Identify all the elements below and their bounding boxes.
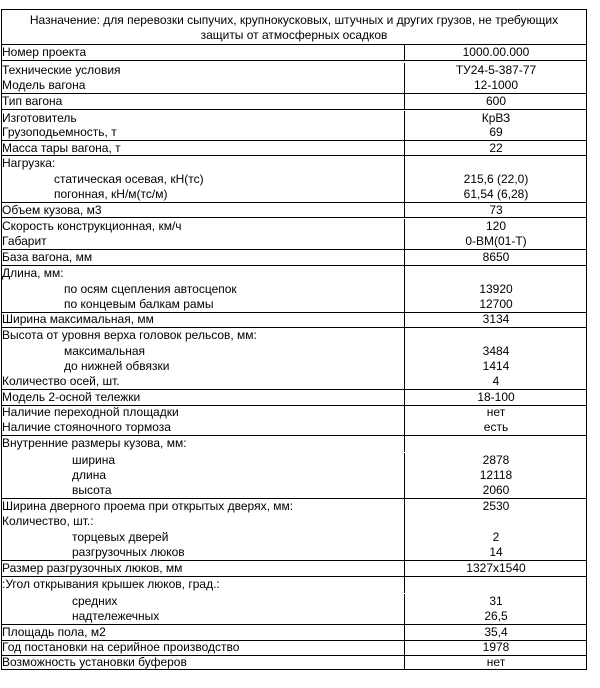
spec-row (1, 594, 587, 609)
spec-label: Наличие переходной площадки (1, 405, 405, 420)
spec-value: 600 (485, 94, 507, 108)
purpose-line-2: защиты от атмосферных осадков (200, 28, 388, 42)
spec-label: Габарит (1, 234, 405, 249)
spec-value: 1978 (482, 640, 510, 654)
spec-row (1, 344, 587, 359)
purpose-line-1: Назначение: для перевозки сыпучих, крупнокусковых, штучных и других грузов, не требующих (29, 13, 559, 27)
spec-label: База вагона, мм (1, 250, 405, 265)
spec-row (1, 282, 587, 297)
spec-row (1, 655, 587, 669)
spec-row (1, 359, 587, 374)
spec-row (1, 405, 587, 420)
spec-row (1, 545, 587, 560)
spec-value: 2878 (482, 453, 510, 467)
spec-label: Год постановки на серийное производство (1, 640, 405, 655)
spec-label: разгрузочных люков (1, 545, 405, 560)
spec-row (1, 250, 587, 265)
spec-value: 215,6 (22,0) (463, 172, 529, 186)
spec-value: 14 (489, 545, 503, 559)
spec-label: Размер разгрузочных люков, мм (1, 561, 405, 576)
spec-value: КрВЗ (481, 111, 511, 125)
spec-row (1, 187, 587, 202)
spec-value: 1000.00.000 (462, 45, 530, 59)
spec-label: статическая осевая, кН(тс) (1, 172, 405, 187)
spec-label: Скорость конструкционная, км/ч (1, 219, 405, 234)
spec-label: Количество осей, шт. (1, 374, 405, 389)
spec-row (1, 266, 587, 282)
spec-value: 22 (489, 141, 503, 155)
spec-label: Модель 2-осной тележки (1, 390, 405, 405)
spec-label: Масса тары вагона, т (1, 141, 405, 156)
spec-row (1, 219, 587, 234)
spec-value: ТУ24-5-387-77 (455, 63, 537, 77)
spec-row (1, 328, 587, 344)
spec-row (1, 436, 587, 452)
spec-value: 12-1000 (473, 78, 519, 92)
spec-value: есть (483, 420, 509, 434)
spec-label: :Угол открывания крышек люков, град.: (1, 577, 405, 593)
spec-label: Грузоподьемность, т (1, 125, 405, 140)
spec-label: Возможность установки буферов (1, 655, 405, 669)
spec-row (1, 45, 587, 60)
spec-row (1, 468, 587, 483)
spec-value: 120 (485, 219, 507, 233)
spec-label: Ширина дверного проема при открытых дверях, мм: (1, 499, 405, 514)
spec-row (1, 453, 587, 468)
spec-label: высота (1, 483, 405, 498)
spec-value: 3484 (482, 344, 510, 358)
spec-label: надтележечных (1, 609, 405, 624)
spec-value: 1327x1540 (466, 561, 526, 575)
spec-value: 0-ВМ(01-Т) (465, 234, 527, 248)
spec-row (1, 640, 587, 655)
spec-value: нет (486, 405, 506, 419)
spec-label: Наличие стояночного тормоза (1, 420, 405, 435)
spec-value: нет (486, 655, 506, 669)
spec-row (1, 483, 587, 498)
spec-row (1, 297, 587, 312)
spec-row (1, 374, 587, 389)
spec-row (1, 312, 587, 327)
spec-value: 61,54 (6,28) (463, 187, 529, 201)
spec-value: 35,4 (484, 625, 508, 639)
spec-label: максимальная (1, 344, 405, 359)
spec-row (1, 420, 587, 435)
spec-value: 1414 (482, 359, 510, 373)
spec-row (1, 94, 587, 109)
spec-row (1, 78, 587, 93)
spec-value: 31 (489, 594, 503, 608)
spec-value: 13920 (479, 282, 513, 296)
spec-label: Объем кузова, м3 (1, 203, 405, 218)
spec-row (1, 234, 587, 249)
spec-row (1, 156, 587, 172)
row-divider (1, 109, 587, 110)
spec-label: Изготовитель (1, 111, 405, 126)
spec-value: 4 (492, 374, 500, 388)
spec-label: Высота от уровня верха головок рельсов, мм: (1, 328, 405, 344)
spec-label: длина (1, 468, 405, 483)
purpose-header (1, 9, 587, 45)
spec-label: по осям сцепления автосцепок (1, 282, 405, 297)
spec-label: торцевых дверей (1, 530, 405, 545)
spec-value: 69 (489, 125, 503, 139)
spec-label: Технические условия (1, 63, 405, 78)
spec-row (1, 203, 587, 218)
spec-label: Площадь пола, м2 (1, 625, 405, 640)
spec-row (1, 561, 587, 576)
table-bottom-border (1, 669, 587, 670)
spec-label: Длина, мм: (1, 266, 405, 282)
spec-value: 2060 (482, 483, 510, 497)
row-divider (1, 60, 587, 61)
spec-value: 3134 (482, 312, 510, 326)
spec-label: Количество, шт.: (1, 514, 405, 530)
spec-label: средних (1, 594, 405, 609)
spec-row (1, 111, 587, 126)
spec-value: 18-100 (477, 390, 515, 404)
spec-row (1, 530, 587, 545)
spec-value: 12118 (479, 468, 513, 482)
spec-row (1, 390, 587, 405)
spec-label: Модель вагона (1, 78, 405, 93)
spec-label: Номер проекта (1, 45, 405, 60)
spec-value: 26,5 (484, 609, 508, 623)
spec-label: Ширина максимальная, мм (1, 312, 405, 327)
spec-row (1, 609, 587, 624)
spec-label: ширина (1, 453, 405, 468)
spec-label: по концевым балкам рамы (1, 297, 405, 312)
spec-label: до нижней обвязки (1, 359, 405, 374)
spec-row (1, 625, 587, 640)
spec-label: Тип вагона (1, 94, 405, 109)
spec-row (1, 125, 587, 140)
row-divider (1, 217, 587, 218)
spec-row (1, 63, 587, 78)
spec-row (1, 514, 587, 530)
spec-value: 2 (492, 530, 500, 544)
spec-label: Внутренние размеры кузова, мм: (1, 436, 405, 452)
spec-row (1, 172, 587, 187)
spec-label: погонная, кН/м(тс/м) (1, 187, 405, 202)
spec-label: Нагрузка: (1, 156, 405, 172)
spec-row (1, 499, 587, 514)
spec-value: 2530 (482, 499, 510, 513)
spec-row (1, 577, 587, 593)
spec-value: 73 (489, 203, 503, 217)
spec-value: 8650 (482, 250, 510, 264)
spec-value: 12700 (479, 297, 513, 311)
spec-row (1, 141, 587, 156)
